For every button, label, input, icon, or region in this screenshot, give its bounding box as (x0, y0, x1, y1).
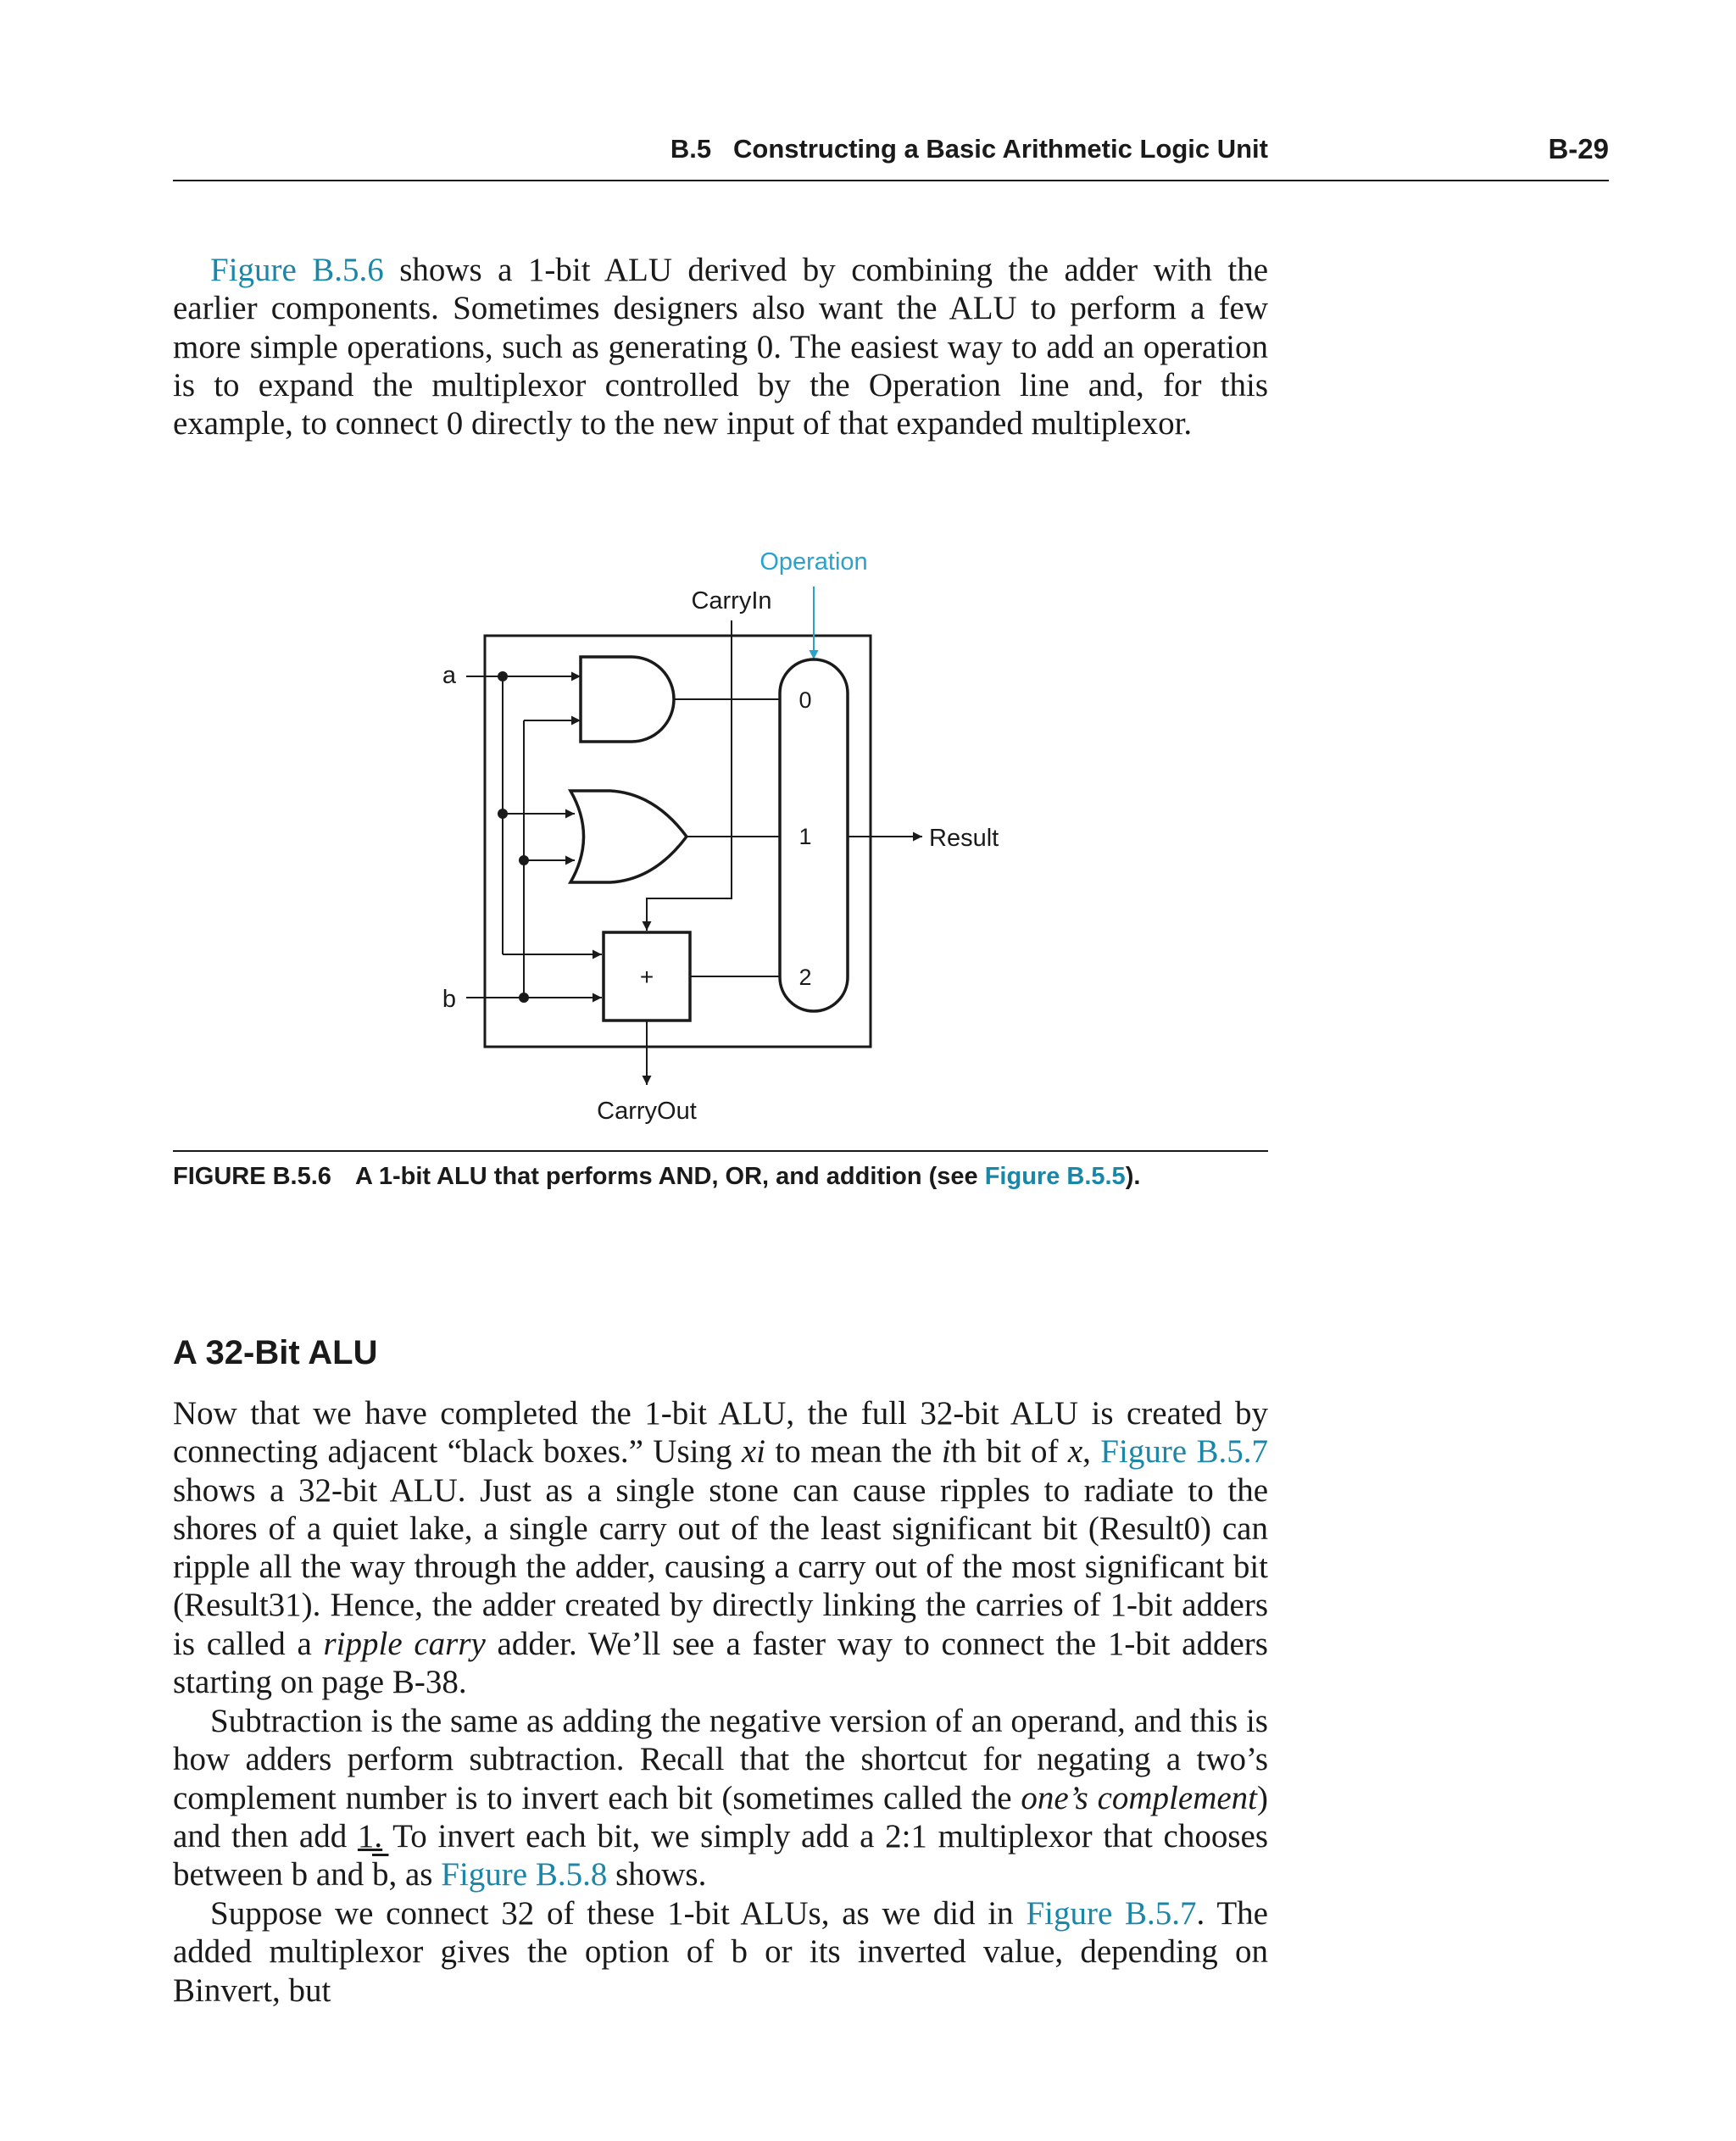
carry-in-label: CarryIn (691, 587, 772, 614)
figure-link[interactable]: Figure B.5.7 (1100, 1433, 1268, 1471)
intro-paragraph: Figure B.5.6 shows a 1-bit ALU derived by combining the adder with the earlier components. Sometimes designers also want the ALU to perform a few more simple operations, such as generating 0. The easiest way to add an operation is to expand the multiplexor controlled by the Operation line and, for this example, to connect 0 directly to the new input of that expanded multiplexor. (173, 252, 1269, 442)
paragraph-subtraction: Subtraction is the same as adding the negative version of an operand, and this is how adders perform subtraction. Recall that the shortcut for negating a two’s complement number is to invert each bit (sometimes called the one’s complement) and then add 1. To invert each bit, we simply add a 2:1 multiplexor that chooses between b and $\overline{b}$, as Figure B.5.8 shows. (173, 1703, 1269, 1894)
figure-link[interactable]: Figure B.5.6 (210, 252, 384, 288)
input-b-label: b (442, 986, 457, 1013)
alu-diagram (407, 542, 1051, 1136)
carry-out-label: CarryOut (597, 1098, 697, 1125)
and-gate (581, 657, 674, 742)
figure-link[interactable]: Figure B.5.8 (441, 1856, 608, 1894)
caption-figure-link[interactable]: Figure B.5.5 (984, 1163, 1126, 1190)
adder-symbol: + (639, 964, 654, 990)
alu-figure (407, 542, 1051, 1136)
caption-rule (173, 1150, 1268, 1152)
mux-input-1: 1 (798, 824, 812, 849)
caption-number: FIGURE B.5.6 (173, 1163, 331, 1190)
section-heading: A 32-Bit ALU (173, 1334, 378, 1371)
result-label: Result (929, 825, 999, 852)
mux-input-2: 2 (798, 965, 812, 990)
paragraph-32bit-alu: Now that we have completed the 1-bit ALU, the full 32-bit ALU is created by connecting adjacent “black boxes.” Using xi to mean the ith bit of x, Figure B.5.7 shows a 32-bit ALU. Just as a single stone can cause ripples to radiate to the shores of a quiet lake, a single carry out of the least significant bit (Result0) can ripple all the way through the adder, causing a carry out of the most significant bit (Result31). Hence, the adder created by directly linking the carries of 1-bit adders is called a ripple carry adder. We’ll see a faster way to connect the 1-bit adders starting on page B-38. (173, 1395, 1268, 1701)
junction-dot (519, 855, 529, 865)
mux-input-0: 0 (798, 687, 812, 713)
figure-caption: FIGURE B.5.6 A 1-bit ALU that performs AND, OR, and addition (see Figure B.5.5). (173, 1163, 1141, 1190)
junction-dot (498, 809, 508, 819)
page-number: B-29 (1548, 133, 1609, 164)
paragraph-binvert: Suppose we connect 32 of these 1-bit ALUs, as we did in Figure B.5.7. The added multiplexor gives the option of b or its inverted value, depending on Binvert, but (173, 1895, 1268, 2009)
operation-label: Operation (760, 548, 868, 576)
input-a-label: a (442, 662, 457, 689)
figure-link[interactable]: Figure B.5.7 (1026, 1895, 1197, 1932)
or-gate (570, 791, 687, 882)
multiplexor (780, 659, 848, 1011)
header-section-title: B.5 Constructing a Basic Arithmetic Logic Unit (670, 134, 1268, 164)
running-header (173, 132, 1609, 181)
